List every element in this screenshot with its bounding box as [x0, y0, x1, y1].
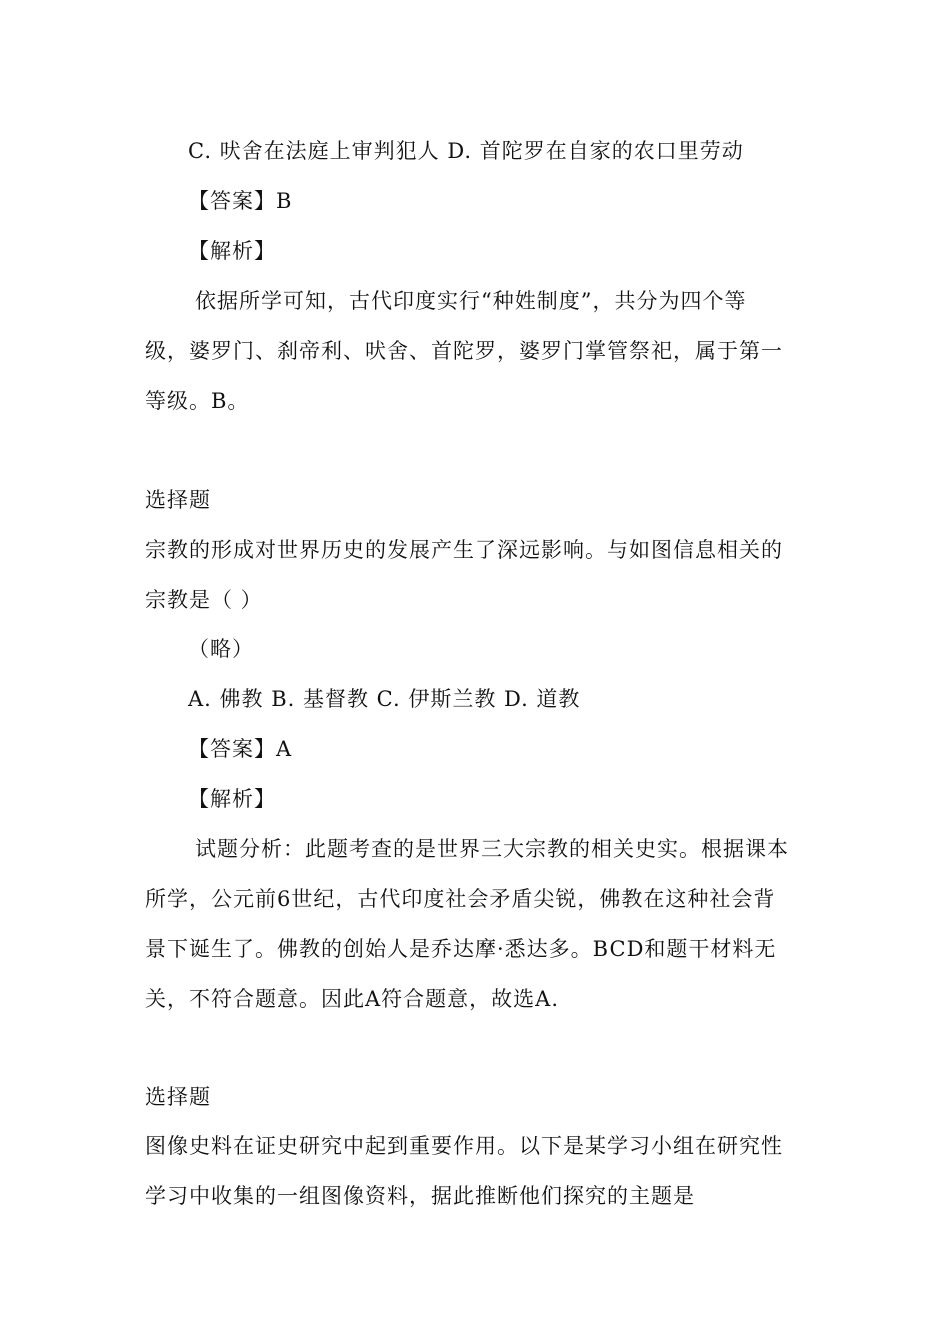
q3-question-line-1: 图像史料在证史研究中起到重要作用。以下是某学习小组在研究性 [145, 1134, 783, 1158]
q2-analysis-line-2: 所学，公元前6世纪，古代印度社会矛盾尖锐，佛教在这种社会背 [145, 887, 776, 911]
q2-analysis-line-1: 试题分析：此题考查的是世界三大宗教的相关史实。根据课本 [195, 837, 789, 861]
q2-question-line-2: 宗教是（ ） [145, 588, 263, 612]
q1-answer: 【答案】B [188, 189, 293, 213]
q2-analysis-line-4: 关，不符合题意。因此A符合题意，故选A. [145, 987, 560, 1011]
q1-analysis-line-2: 级，婆罗门、刹帝利、吠舍、首陀罗，婆罗门掌管祭祀，属于第一 [145, 339, 783, 363]
q2-type-label: 选择题 [145, 488, 211, 512]
q2-analysis-label: 【解析】 [188, 787, 276, 811]
q2-answer: 【答案】A [188, 737, 293, 761]
q2-analysis-line-3: 景下诞生了。佛教的创始人是乔达摩·悉达多。BCD和题干材料无 [145, 937, 777, 961]
q3-type-label: 选择题 [145, 1085, 211, 1109]
q1-analysis-line-1: 依据所学可知，古代印度实行“种姓制度”，共分为四个等 [195, 289, 747, 313]
q2-question-line-1: 宗教的形成对世界历史的发展产生了深远影响。与如图信息相关的 [145, 538, 783, 562]
q2-figure-placeholder: （略） [188, 637, 254, 661]
q1-analysis-label: 【解析】 [188, 239, 276, 263]
q1-options-line: C. 吠舍在法庭上审判犯人 D. 首陀罗在自家的农口里劳动 [188, 139, 744, 163]
q3-question-line-2: 学习中收集的一组图像资料，据此推断他们探究的主题是 [145, 1184, 695, 1208]
q1-analysis-line-3: 等级。B。 [145, 389, 250, 413]
q2-options-line: A. 佛教 B. 基督教 C. 伊斯兰教 D. 道教 [188, 687, 581, 711]
